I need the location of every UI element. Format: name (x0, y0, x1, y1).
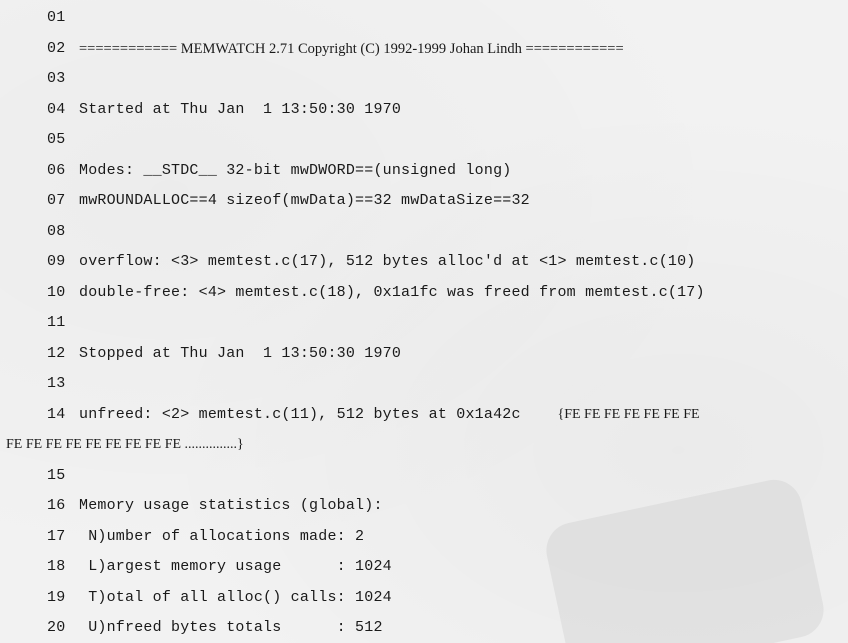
code-line-18 (0, 552, 848, 583)
code-line-17 (0, 522, 848, 553)
code-line-19 (0, 583, 848, 614)
unfreed-totals-text: U)nfreed bytes totals : 512 (79, 619, 383, 636)
code-line-07 (0, 186, 848, 217)
unfreed-bytes-dump-continued: FE FE FE FE FE FE FE FE FE ...............} (6, 437, 244, 452)
line-number: 20 (47, 619, 66, 636)
copyright-banner: ============ MEMWATCH 2.71 Copyright (C) 1992-1999 Johan Lindh ============ (79, 40, 624, 57)
code-line-12 (0, 339, 848, 370)
code-line-03 (0, 64, 848, 95)
line-number: 12 (47, 344, 66, 362)
code-line-10 (0, 278, 848, 309)
code-line-20 (0, 613, 848, 643)
overflow-text: overflow: <3> memtest.c(17), 512 bytes alloc'd at <1> memtest.c(10) (79, 253, 696, 270)
unfreed-bytes-dump: {FE FE FE FE FE FE FE (557, 406, 700, 422)
code-line-13 (0, 369, 848, 400)
unfreed-text-main: unfreed: <2> memtest.c(11), 512 bytes at 0x1a42c (79, 405, 558, 423)
code-line-06 (0, 156, 848, 187)
code-line-15 (0, 461, 848, 492)
memory-stats-heading: Memory usage statistics (global): (79, 497, 383, 514)
started-at-text: Started at Thu Jan 1 13:50:30 1970 (79, 100, 402, 118)
line-number: 04 (47, 100, 66, 118)
roundalloc-text: mwROUNDALLOC==4 sizeof(mwData)==32 mwDataSize==32 (79, 192, 530, 209)
line-number: 15 (47, 466, 66, 484)
code-line-16 (0, 491, 848, 522)
line-number: 16 (47, 497, 66, 514)
modes-text: Modes: __STDC__ 32-bit mwDWORD==(unsigned long) (79, 161, 512, 179)
code-line-04 (0, 95, 848, 126)
line-number: 19 (47, 588, 66, 606)
line-number: 09 (47, 253, 66, 270)
code-line-14-wrap (0, 430, 848, 461)
line-number: 05 (47, 131, 66, 148)
line-number: 03 (47, 70, 66, 87)
code-line-02 (0, 34, 848, 65)
largest-usage-text: L)argest memory usage : 1024 (79, 558, 392, 575)
stopped-at-text: Stopped at Thu Jan 1 13:50:30 1970 (79, 344, 402, 362)
double-free-text: double-free: <4> memtest.c(18), 0x1a1fc was freed from memtest.c(17) (79, 283, 705, 301)
line-number: 13 (47, 375, 66, 392)
line-number: 07 (47, 192, 66, 209)
line-number: 14 (47, 405, 66, 423)
unfreed-text (79, 400, 700, 431)
line-number: 11 (47, 314, 66, 331)
total-alloc-calls-text: T)otal of all alloc() calls: 1024 (79, 588, 392, 606)
line-number: 08 (47, 222, 66, 240)
line-number: 17 (47, 527, 66, 545)
code-line-11 (0, 308, 848, 339)
line-number: 06 (47, 161, 66, 179)
code-line-01 (0, 3, 848, 34)
line-number: 10 (47, 283, 66, 301)
code-line-05 (0, 125, 848, 156)
line-number: 01 (47, 9, 66, 26)
code-line-08 (0, 217, 848, 248)
line-number: 02 (47, 39, 66, 57)
line-number: 18 (47, 558, 66, 575)
code-line-09 (0, 247, 848, 278)
code-line-14 (0, 400, 848, 431)
allocations-made-text: N)umber of allocations made: 2 (79, 527, 365, 545)
